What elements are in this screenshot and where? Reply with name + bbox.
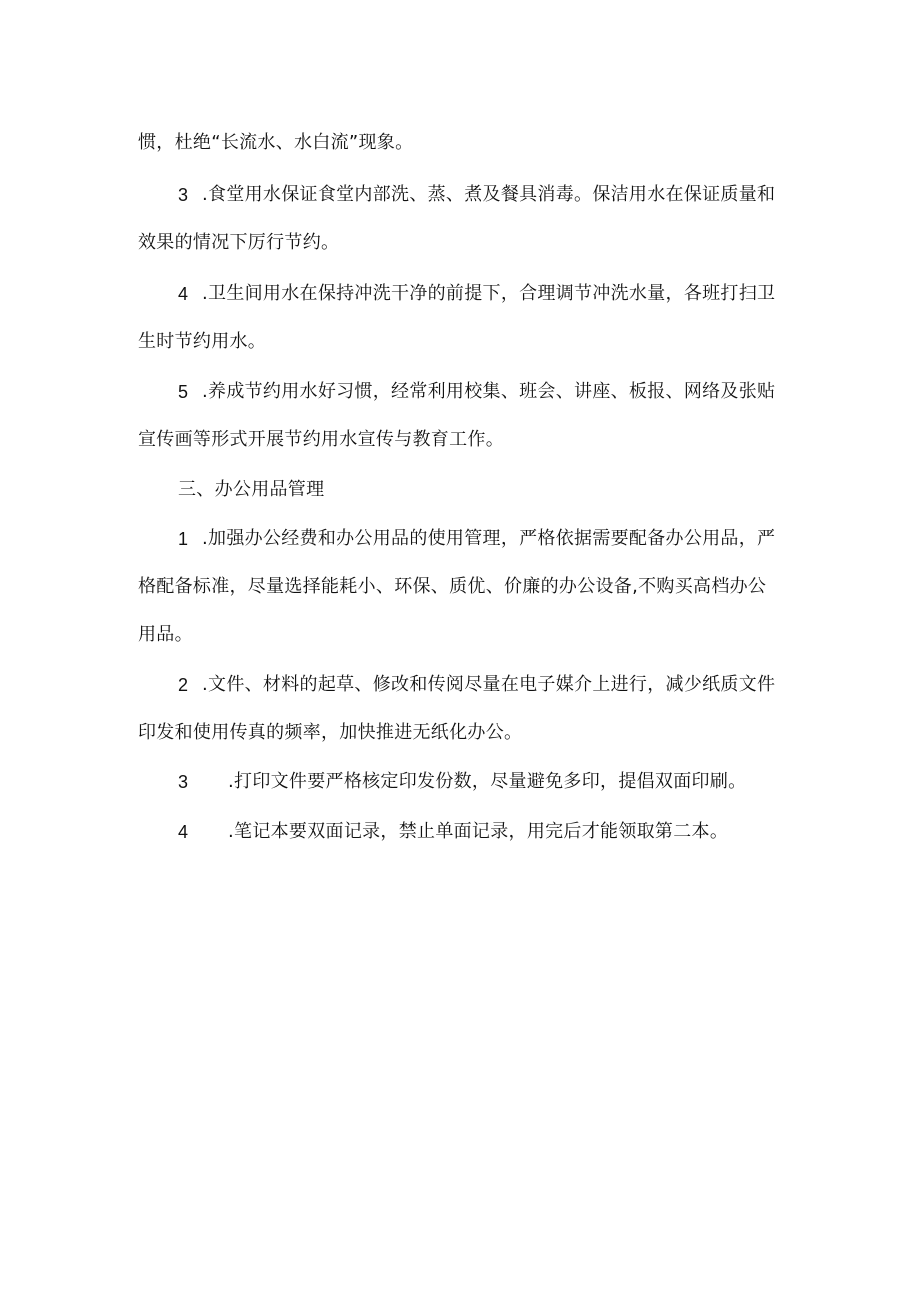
paragraph-line: 生时节约用水。: [138, 331, 267, 352]
paragraph-line: .文件、材料的起草、修改和传阅尽量在电子媒介上进行，减少纸质文件: [202, 674, 776, 695]
list-number: 3: [178, 772, 189, 792]
list-number: 1: [178, 529, 189, 549]
paragraph-line: 用品。: [138, 624, 193, 645]
paragraph-line: .卫生间用水在保持冲洗干净的前提下，合理调节冲洗水量，各班打扫卫: [202, 283, 776, 304]
section-heading: 三、办公用品管理: [178, 479, 325, 500]
list-number: 4: [178, 822, 189, 842]
paragraph-line: 惯，杜绝“长流水、水白流”现象。: [138, 132, 414, 153]
paragraph-line: 效果的情况下厉行节约。: [138, 232, 340, 253]
list-number: 4: [178, 284, 189, 304]
paragraph-line: .加强办公经费和办公用品的使用管理，严格依据需要配备办公用品，严: [202, 528, 776, 549]
list-number: 2: [178, 675, 189, 695]
paragraph-line: 印发和使用传真的频率，加快推进无纸化办公。: [138, 722, 523, 743]
paragraph-line: .打印文件要严格核定印发份数，尽量避免多印，提倡双面印刷。: [228, 771, 747, 792]
paragraph-line: .养成节约用水好习惯，经常利用校集、班会、讲座、板报、网络及张贴: [202, 381, 776, 402]
paragraph-line: 宣传画等形式开展节约用水宣传与教育工作。: [138, 429, 504, 450]
paragraph-line: 格配备标准，尽量选择能耗小、环保、质优、价廉的办公设备,不购买高档办公: [138, 576, 767, 597]
list-number: 3: [178, 185, 189, 205]
list-number: 5: [178, 382, 189, 402]
paragraph-line: .食堂用水保证食堂内部洗、蒸、煮及餐具消毒。保洁用水在保证质量和: [202, 184, 776, 205]
paragraph-line: .笔记本要双面记录，禁止单面记录，用完后才能领取第二本。: [228, 821, 729, 842]
